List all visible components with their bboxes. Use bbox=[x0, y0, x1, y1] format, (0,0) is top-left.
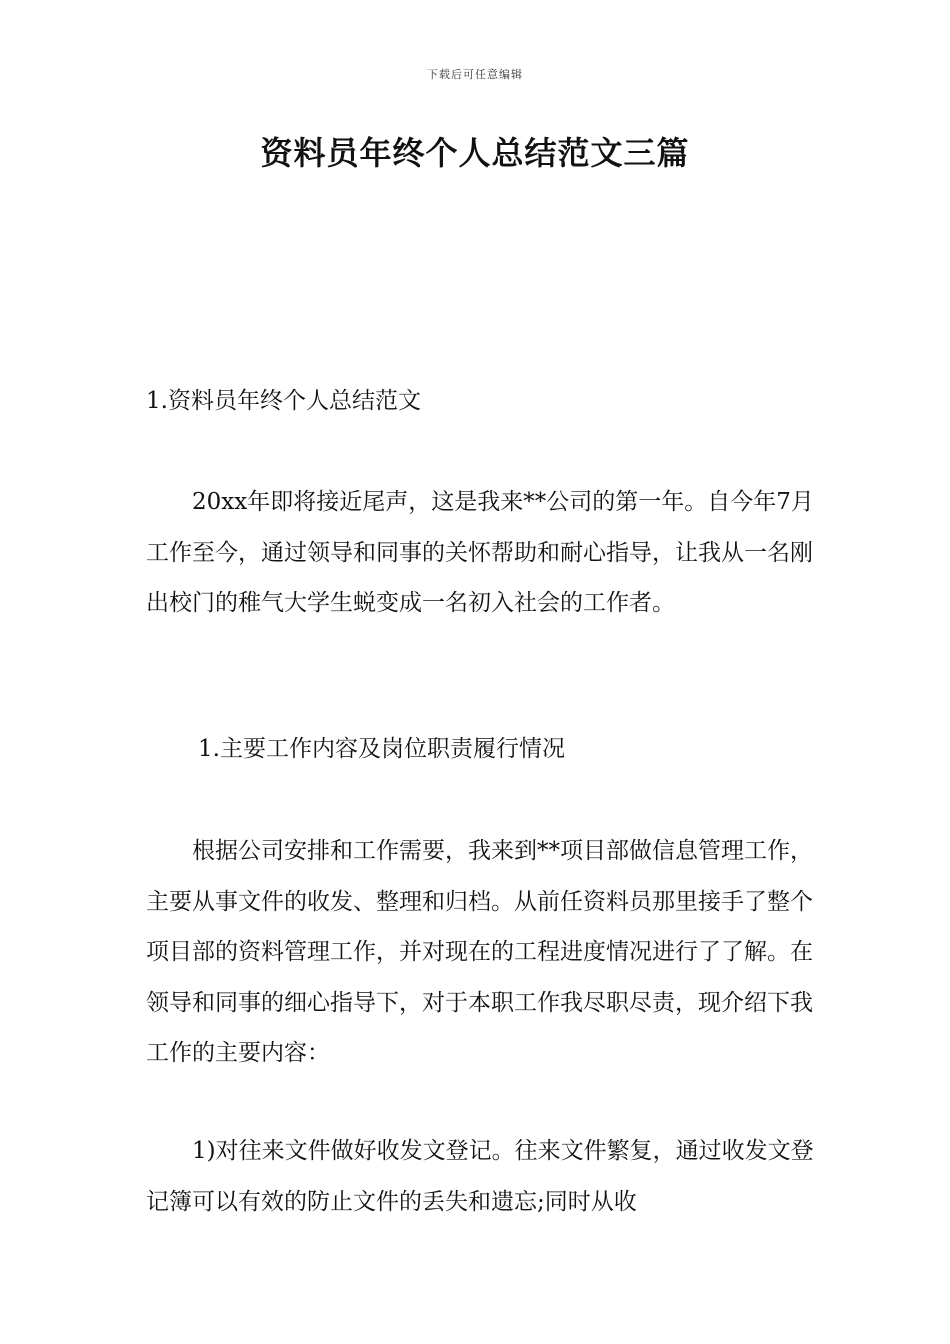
paragraph-intro: 20xx年即将接近尾声，这是我来**公司的第一年。自今年7月工作至今，通过领导和同事的关怀帮助和耐心指导，让我从一名刚出校门的稚气大学生蜕变成一名初入社会的工作者。 bbox=[146, 489, 814, 616]
section-heading: 1.资料员年终个人总结范文 bbox=[146, 388, 421, 414]
paragraph-document-registration: 1)对往来文件做好收发文登记。往来文件繁复，通过收发文登记簿可以有效的防止文件的丢失和遗忘;同时从收 bbox=[146, 1138, 814, 1215]
paragraph-work-content: 根据公司安排和工作需要，我来到**项目部做信息管理工作，主要从事文件的收发、整理和归档。从前任资料员那里接手了整个项目部的资料管理工作，并对现在的工程进度情况进行了了解。在领导和同事的细心指导下，对于本职工作我尽职尽责，现介绍下我工作的主要内容： bbox=[146, 838, 813, 1066]
sub-heading: 1.主要工作内容及岗位职责履行情况 bbox=[198, 736, 565, 762]
document-title: 资料员年终个人总结范文三篇 bbox=[260, 134, 690, 172]
header-note: 下载后可任意编辑 bbox=[427, 68, 523, 81]
